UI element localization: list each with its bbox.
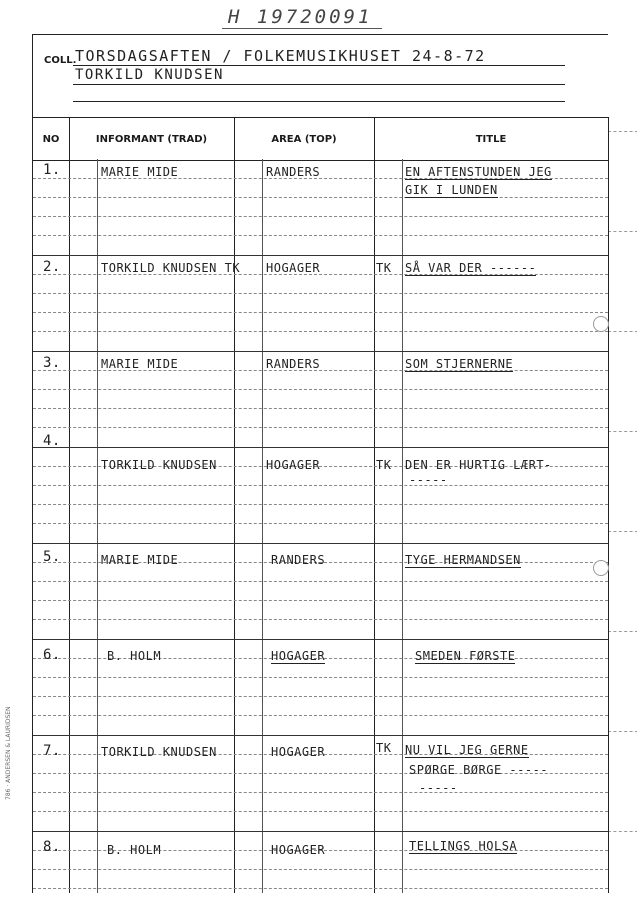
entry-1-title-line-2: GIK I LUNDEN [405,183,498,197]
entry-2-no: 2. [43,259,61,275]
entry-2-informant: TORKILD KNUDSEN TK [101,261,241,275]
collection-underline-1 [73,65,565,66]
entry-7-area: HOGAGER [271,745,326,759]
header-no: NO [42,133,60,145]
collection-line-1: TORSDAGSAFTEN / FOLKEMUSIKHUSET 24-8-72 [75,47,486,65]
column-divider-right [608,117,609,893]
entry-1-area: RANDERS [266,165,321,179]
entry-2-mark: TK [376,261,392,275]
entry-4-mark: TK [376,458,392,472]
table-header [33,117,608,161]
archive-number-underline [222,28,382,29]
collection-underline-2 [73,84,565,85]
entry-3-no: 3. [43,355,61,371]
entry-1-title-line-1: EN AFTENSTUNDEN JEG [405,165,552,179]
header-area: AREA (TOP) [271,133,337,145]
entry-6-title-line-1: SMEDEN FØRSTE [415,649,516,663]
entry-2-area: HOGAGER [266,261,321,275]
entry-5-area: RANDERS [271,553,326,567]
punch-hole-top [593,316,609,332]
entry-7-title-line-1: NU VIL JEG GERNE [405,743,529,757]
collection-label: COLL. [44,55,77,66]
entry-1-informant: MARIE MIDE [101,165,179,179]
column-subdivider-area [262,159,263,893]
entry-4-area: HOGAGER [266,458,321,472]
entry-7-no: 7. [43,743,61,759]
column-divider-no [69,117,70,893]
column-subdivider-informant [97,159,98,893]
entry-7-mark: TK [376,741,392,755]
entry-7-title-line-2: SPØRGE BØRGE ----- [409,763,549,777]
entry-5-no: 5. [43,549,61,565]
column-divider-informant [234,117,235,893]
collection-line-2: TORKILD KNUDSEN [75,67,224,83]
entry-4-title-line-2: ----- [409,473,448,487]
entry-3-title-line-1: SOM STJERNERNE [405,357,514,371]
entry-8-area: HOGAGER [271,843,326,857]
entry-8-informant: B. HOLM [107,843,162,857]
collection-underline-3 [73,101,565,102]
entry-5-title-line-1: TYGE HERMANDSEN [405,553,521,567]
entry-4-no: 4. [43,433,61,449]
column-divider-area [374,117,375,893]
entry-5-informant: MARIE MIDE [101,553,179,567]
entry-6-area: HOGAGER [271,649,326,663]
entry-7-informant: TORKILD KNUDSEN [101,745,217,759]
entry-4-informant: TORKILD KNUDSEN [101,458,217,472]
printer-imprint: 786 · ANDERSEN & LAURIDSEN [5,706,12,800]
record-sheet [32,34,608,893]
entry-7-title-line-3: ----- [419,781,458,795]
archive-number: H 19720091 [228,6,373,28]
entry-6-no: 6. [43,647,61,663]
entry-6-informant: B. HOLM [107,649,162,663]
entry-4-title-line-1: DEN ER HURTIG LÆRT- [405,458,552,472]
entry-8-no: 8. [43,839,61,855]
header-title: TITLE [475,133,507,145]
entry-3-informant: MARIE MIDE [101,357,179,371]
punch-hole-bottom [593,560,609,576]
entry-2-title-line-1: SÅ VAR DER ------ [405,261,537,275]
entry-8-title-line-1: TELLINGS HOLSA [409,839,518,853]
entry-1-no: 1. [43,162,61,178]
column-subdivider-title [402,159,403,893]
header-informant: INFORMANT (TRAD) [95,133,208,145]
entry-3-area: RANDERS [266,357,321,371]
